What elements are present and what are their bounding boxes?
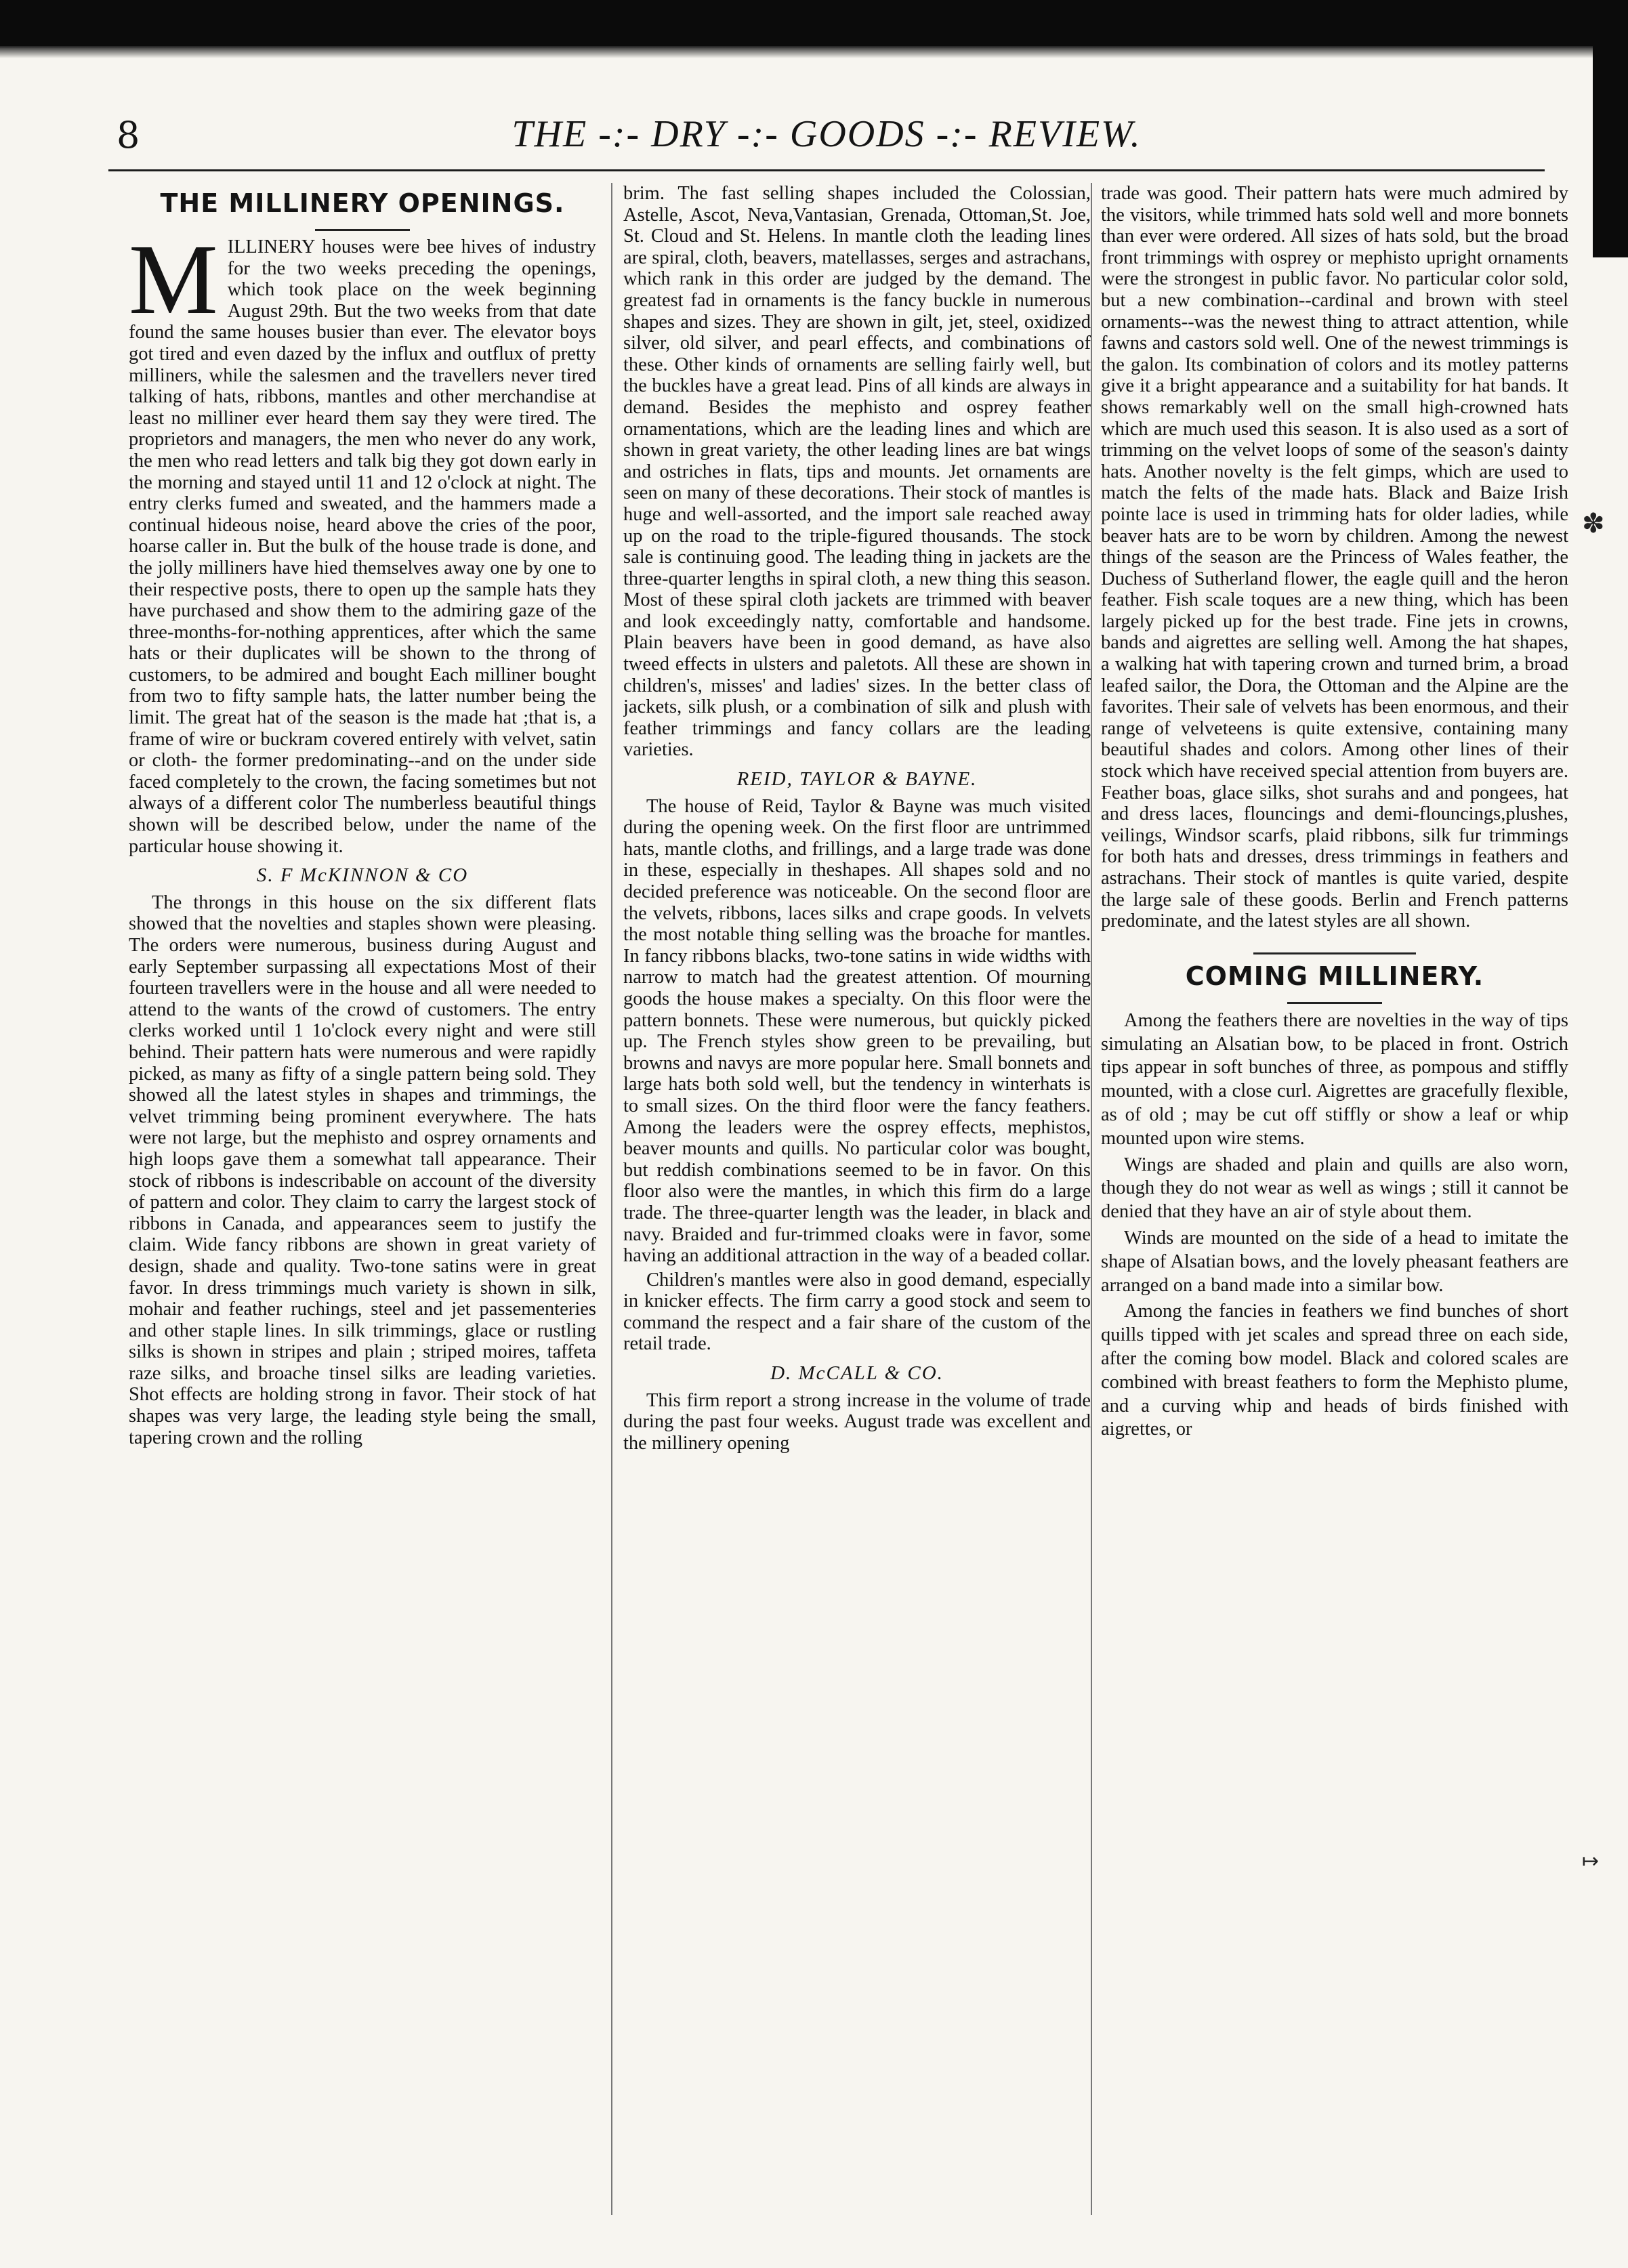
scan-border-top bbox=[0, 0, 1628, 47]
article-paragraph: trade was good. Their pattern hats were much admired by the visitors, while trimmed hats sold well and more bonnets than ever were ordered. All sizes of hats sold, but the broad front trimmings with osprey or mephisto upright ornaments were the strongest in public favor. No particular color sold, but a new combination--cardinal and brown with steel ornaments--was the newest thing to attract attention, while fawns and castors sold well. One of the newest trimmings is the galon. Its combination of colors and its motley patterns give it a bright appearance and a suitability for hat bands. It shows remarkably well on the small high-crowned hats which are much used this season. It is also used as a sort of trimming on the velvet loops of some of the season's dainty hats. Another novelty is the felt gimps, which are used to match the felts of the made hats. Black and Baize Irish pointe lace is used in trimming hats for older ladies, while beaver hats are to be worn by children. Among the newest things of the season are the Princess of Wales feather, the Duchess of Sutherland flower, the eagle quill and the heron feather. Fish scale toques are a new thing, which has been largely picked up for the best trade. Fine jets in crowns, bands and aigrettes are selling well. Among the hat shapes, a walking hat with tapering crown and turned brim, a broad leafed sailor, the Dora, the Ottoman and the Alpine are the favorites. Their sale of velvets has been enormous, and their range of velveteens is quite extensive, containing many beautiful shades and colors. Among other lines of their stock which have received special attention from buyers are. Feather boas, glace silks, shot surahs and and pongees, hat and dress laces, flouncings and demi-flouncings,plushes, veilings, Windsor scarfs, plaid ribbons, silk fur trimmings for both hats and dresses, dress trimmings in feathers and astrachans. Their stock of mantles is quite varied, despite the large sale of these goods. Berlin and French patterns predominate, and the latest styles are all shown. bbox=[1101, 183, 1568, 932]
article-paragraph: Among the feathers there are novelties in the way of tips simulating an Alsatian bow, to be placed in front. Ostrich tips appear in soft bunches of three, as pompous and stiffly mounted, with a close curl. Aigrettes are gracefully flexible, as of old ; may be cut off stiffly or show a leaf or whip mounted upon wire stems. bbox=[1101, 1009, 1568, 1149]
article-paragraph: Wings are shaded and plain and quills are also worn, though they do not wear as well as wings ; still it cannot be denied that they have an air of style about them. bbox=[1101, 1154, 1568, 1223]
column-2 bbox=[623, 183, 1091, 2235]
column-1 bbox=[129, 183, 596, 2235]
section-subhead: S. F McKINNON & CO bbox=[256, 864, 469, 887]
article-paragraph bbox=[129, 224, 596, 857]
margin-ink-mark: ↦ bbox=[1582, 1849, 1600, 1873]
column-divider bbox=[1091, 183, 1092, 2215]
article-paragraph: Among the fancies in feathers we find bunches of short quills tipped with jet scales and spread three on each side, after the coming bow model. Black and colored scales are combined with breast feathers to form the Mephisto plume, and a curving whip and heads of birds finished with aigrettes, or bbox=[1101, 1301, 1568, 1440]
article-paragraph: The house of Reid, Taylor & Bayne was much visited during the opening week. On the first floor are untrimmed hats, mantle cloths, and frillings, and a large trade was done in these, especially in theshapes. All shapes sold and no decided preference was noticeable. On the second floor are the velvets, ribbons, laces silks and crape goods. In velvets the most notable thing selling was the broache for mantles. In fancy ribbons blacks, two-tone satins in wide widths with narrow to match had the greatest attention. Of mourning goods the house makes a specialty. On this floor were the pattern bonnets. These were numerous, but quickly picked up. The French styles show green to be prevailing, but browns and navys are more popular here. Small bonnets and large hats both sold well, but the tendency in winterhats is to small sizes. On the third floor were the fancy feathers. Among the leaders were the osprey effects, mephistos, beaver mounts and quills. No particular color was bought, but reddish combinations seemed to be in favor. On this floor also were the mantles, in which this firm do a large trade. The three-quarter length was the leader, in black and navy. Braided and fur-trimmed cloaks were in favor, some having an additional attraction in the way of a beaded collar. bbox=[623, 795, 1091, 1267]
paragraph-text: ILLINERY houses were bee hives of industry for the two weeks preceding the openings, which took place on the week beginning August 29th. But the two weeks from that date found the same houses busier than ever. The elevator boys got tired and even dazed by the influx and outflux of pretty milliners, while the salesmen and the travellers never tired talking of hats, ribbons, mantles and other merchandise at least no milliner ever heard them say they were tired. The proprietors and managers, the men who never do any work, the men who read letters and talk big they got down early in the morning and stayed until 11 and 12 o'clock at night. The entry clerks fumed and sweated, and the hammers made a continual hideous noise, heard above the cries of the poor, hoarse caller in. But the bulk of the house trade is done, and the jolly milliners have hied themselves away one by one to their respective posts, there to open up the sample hats they have purchased and show them to the admiring gaze of the three-months-for-nothing apprentices, after which the same hats or their duplicates will be shown to the throng of customers, to be admired and bought Each milliner bought from two to fifty sample hats, the latter number being the limit. The great hat of the season is the made hat ;that is, a frame of wire or buckram covered entirely with velvet, satin or cloth- the former predominating--and on the under side faced completely to the crown, the facing sometimes but not always of a different color The numberless beautiful things shown will be described below, under the name of the particular house showing it. bbox=[129, 236, 596, 857]
article-headline: COMING MILLINERY. bbox=[1185, 961, 1484, 991]
margin-ink-mark: ✽ bbox=[1582, 508, 1605, 539]
coming-millinery-section bbox=[1101, 952, 1568, 1442]
section-subhead: D. McCALL & CO. bbox=[770, 1362, 944, 1385]
drop-cap: M bbox=[129, 224, 218, 335]
scan-border-shadow bbox=[0, 46, 1628, 58]
page-number: 8 bbox=[117, 114, 140, 156]
article-paragraph: brim. The fast selling shapes included the Colossian, Astelle, Ascot, Neva,Vantasian, Grenada, Ottoman,St. Joe, St. Cloud and St. Helens. In mantle cloth the leading lines are spiral, cloth, beavers, matellasses, serges and astrachans, which rank in this order are judged by the demand. The greatest fad in ornaments is the fancy buckle in numerous shapes and sizes. They are shown in gilt, jet, steel, oxidized silver, old silver, and pearl effects, and combinations of these. Other kinds of ornaments are selling fairly well, but the buckles have a great lead. Pins of all kinds are always in demand. Besides the mephisto and osprey feather ornamentations, which are the leading lines and which are shown in great variety, the other leading lines are bat wings and ostriches in flats, tips and mounts. Jet ornaments are seen on many of these decorations. Their stock of mantles is huge and well-assorted, and the import sale reached away up on the road to the triple-figured thousands. The stock sale is continuing good. The leading thing in jackets are the three-quarter lengths in spiral cloth, a new thing this season. Most of these spiral cloth jackets are trimmed with beaver and look exceedingly natty, comfortable and handsome. Plain beavers have been in good demand, as have also tweed effects in ulsters and paletots. All these are shown in children's, misses' and ladies' sizes. In the better class of jackets, silk plush, or a combination of silk and plush with feather trimmings and fancy collars are the leading varieties. bbox=[623, 183, 1091, 761]
article-paragraph: This firm report a strong increase in the volume of trade during the past four weeks. August trade was excellent and the millinery opening bbox=[623, 1389, 1091, 1454]
running-title: THE -:- DRY -:- GOODS -:- REVIEW. bbox=[512, 113, 1142, 155]
header-rule bbox=[108, 169, 1545, 171]
section-rule bbox=[1253, 952, 1416, 954]
headline-rule bbox=[315, 229, 410, 231]
headline-rule bbox=[1287, 1002, 1382, 1004]
article-paragraph: Winds are mounted on the side of a head to imitate the shape of Alsatian bows, and the lovely pheasant feathers are arranged on a band made into a similar bow. bbox=[1101, 1227, 1568, 1296]
section-subhead: REID, TAYLOR & BAYNE. bbox=[736, 768, 978, 791]
article-paragraph: The throngs in this house on the six different flats showed that the novelties and staples shown were pleasing. The orders were numerous, business during August and early September surpassing all expectations Most of their fourteen travellers were in the house and all were needed to attend to the wants of the crowd of customers. The entry clerks worked until 1 1o'clock every night and were still behind. Their pattern hats were numerous and were rapidly picked, as many as fifty of a single pattern being sold. They showed all the latest styles in shapes and trimmings, the velvet trimming being prominent everywhere. The hats were not large, but the mephisto and osprey ornaments and high loops gave them a somewhat tall appearance. Their stock of ribbons is indescribable on account of the diversity of pattern and color. They claim to carry the largest stock of ribbons in Canada, and appearances seem to justify the claim. Wide fancy ribbons are shown in great variety of design, shade and quality. Two-tone satins were in great favor. In dress trimmings much variety is shown in silk, mohair and feather ruchings, steel and jet passementeries and other staple lines. In silk trimmings, glace or rustling silks is shown in stripes and plain ; striped moires, taffeta raze silks, and broache tinsel silks are leading varieties. Shot effects are holding strong in favor. Their stock of hat shapes was very large, the leading style being the small, tapering crown and the rolling bbox=[129, 891, 596, 1448]
scan-border-right bbox=[1593, 0, 1628, 257]
column-divider bbox=[611, 183, 612, 2215]
column-3 bbox=[1101, 183, 1568, 2235]
article-paragraph: Children's mantles were also in good demand, especially in knicker effects. The firm carry a good stock and seem to command the respect and a fair share of the custom of the retail trade. bbox=[623, 1269, 1091, 1355]
article-headline: THE MILLINERY OPENINGS. bbox=[160, 188, 565, 218]
